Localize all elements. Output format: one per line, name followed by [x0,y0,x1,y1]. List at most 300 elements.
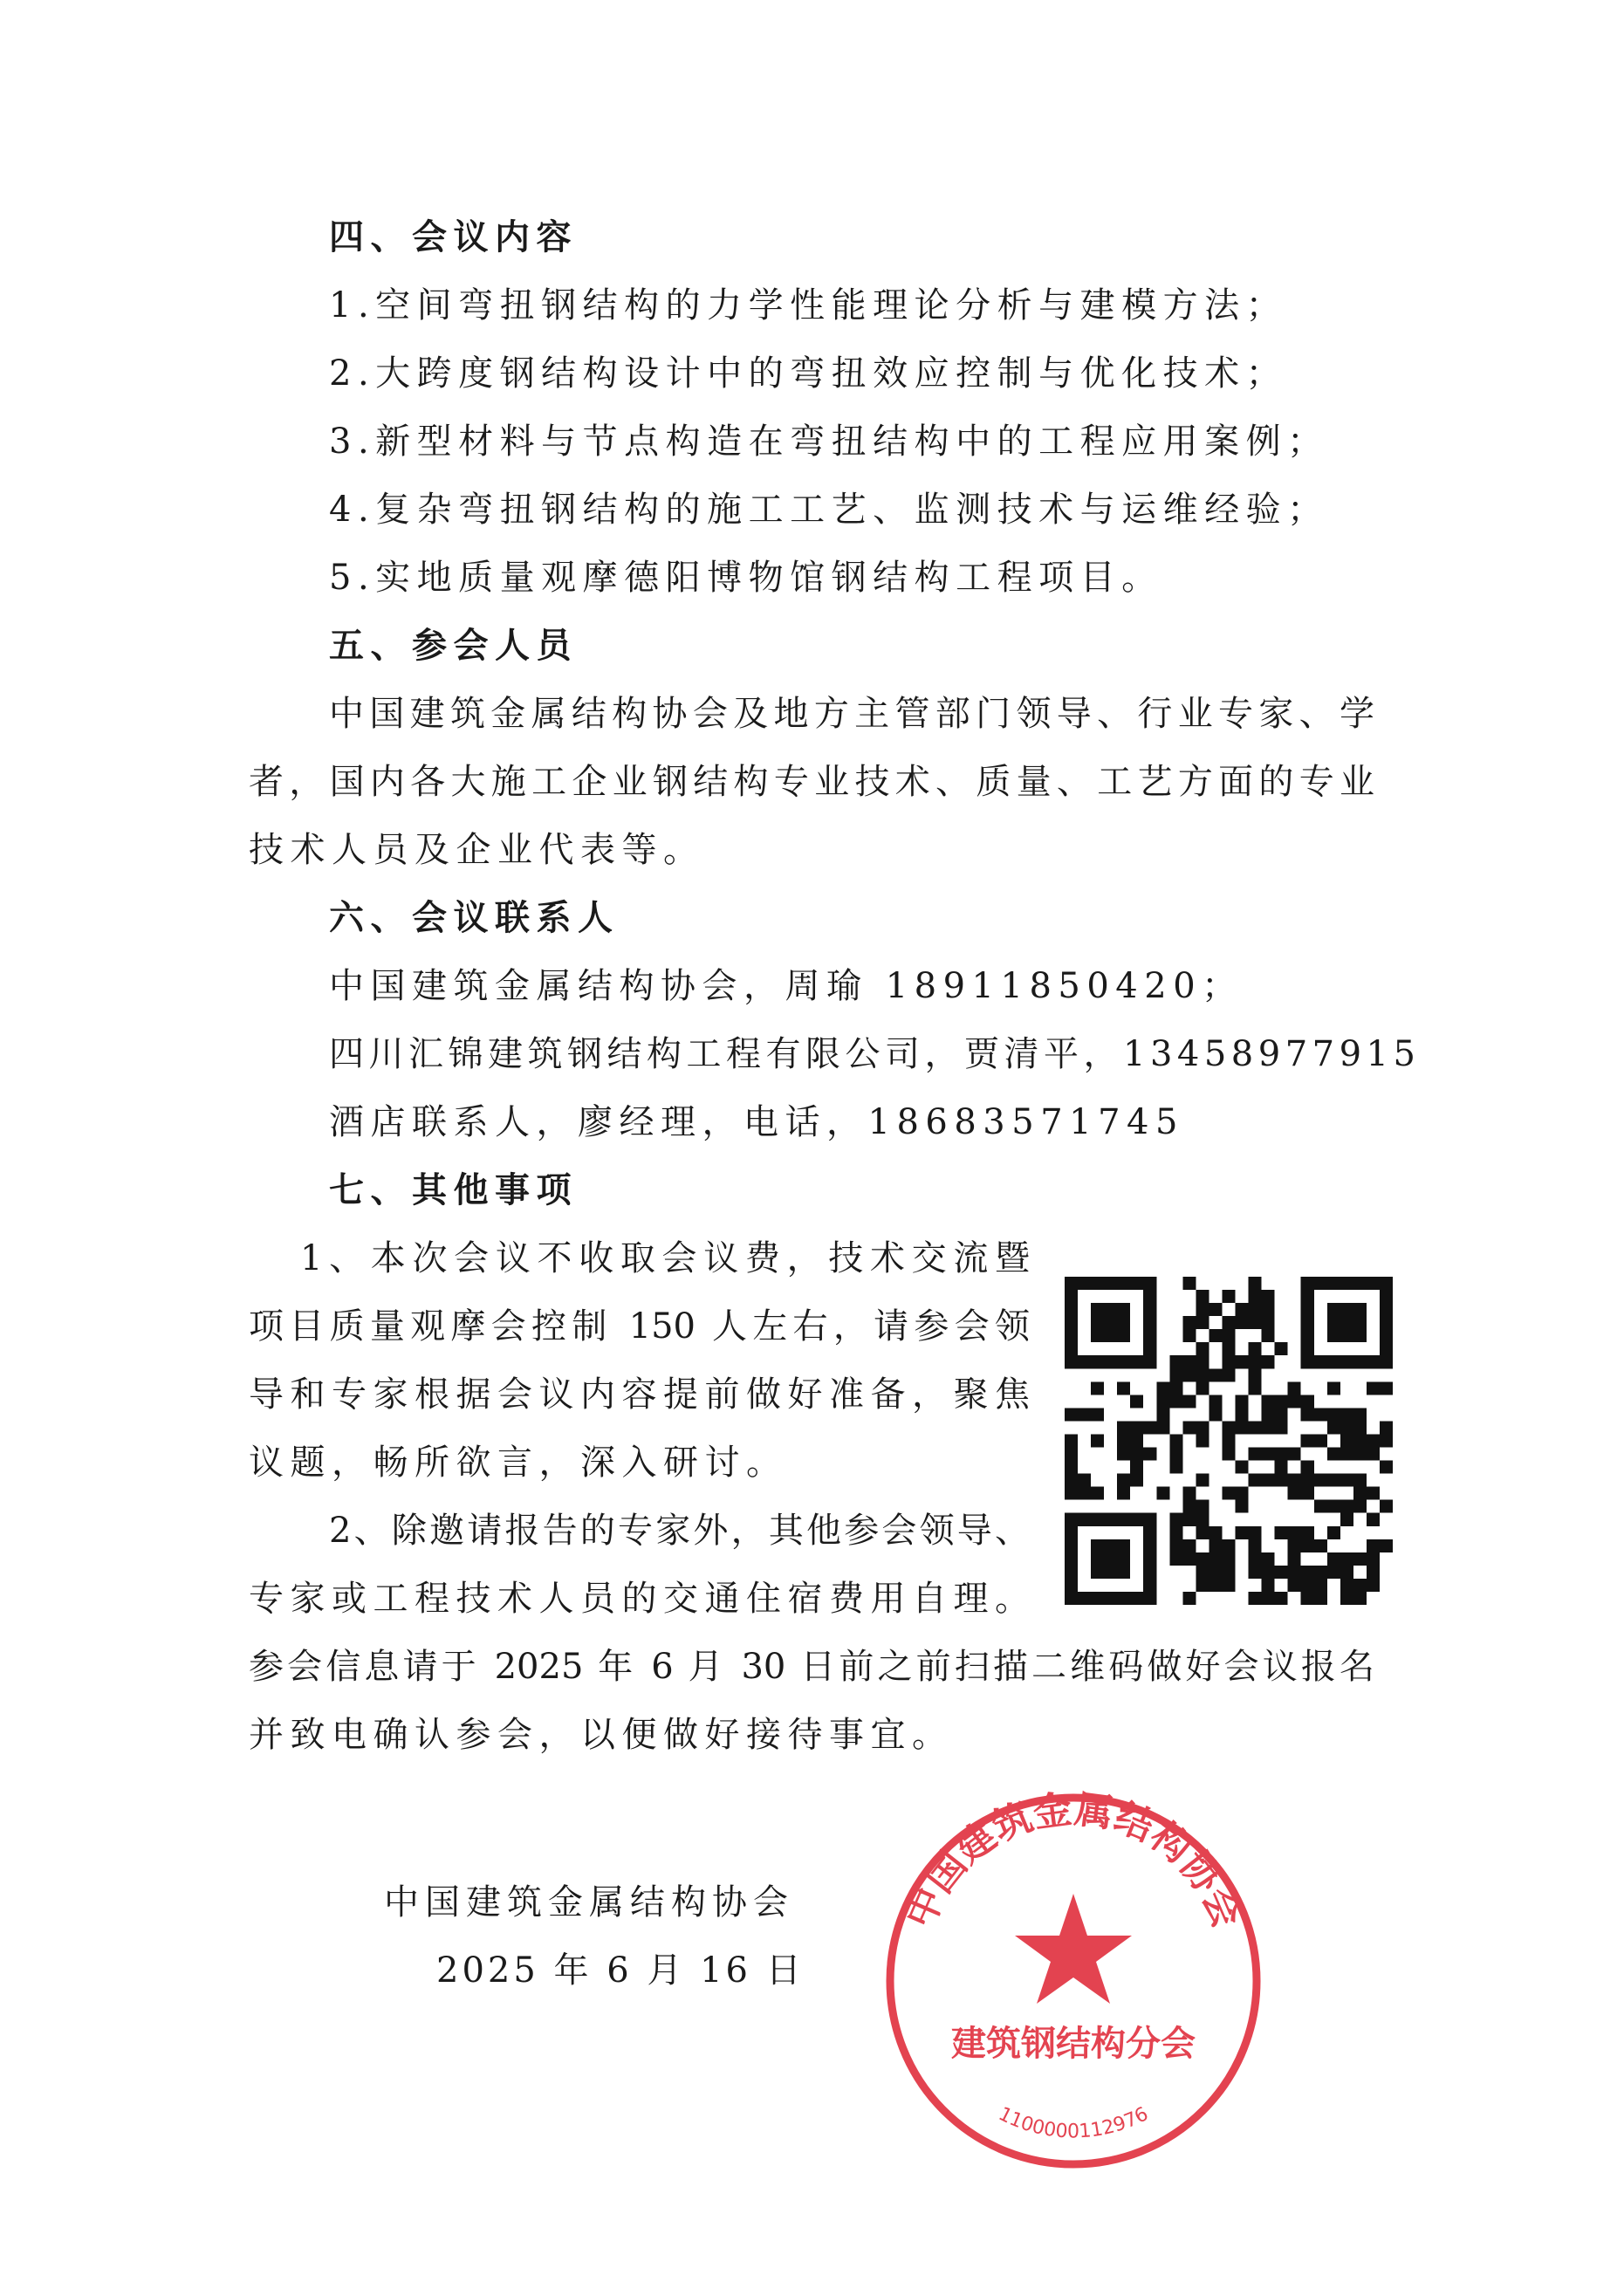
qr-module [1117,1513,1130,1526]
qr-module [1327,1329,1340,1342]
qr-module [1288,1539,1301,1552]
qr-module [1182,1539,1196,1552]
qr-module [1262,1552,1275,1566]
content-item: 3.新型材料与节点构造在弯扭结构中的工程应用案例； [329,422,1329,462]
qr-module [1236,1303,1249,1316]
qr-module [1209,1579,1222,1592]
qr-module [1288,1566,1301,1579]
stamp-bottom-text: 建筑钢结构分会 [951,2024,1196,2064]
qr-module [1353,1316,1367,1329]
qr-module [1301,1579,1314,1592]
qr-module [1091,1566,1104,1579]
qr-module [1078,1355,1091,1368]
qr-module [1288,1487,1301,1500]
qr-module [1169,1461,1182,1474]
qr-module [1117,1303,1130,1316]
qr-module [1156,1395,1169,1408]
qr-module [1143,1355,1156,1368]
qr-module [1327,1277,1340,1290]
qr-module [1182,1368,1196,1381]
qr-module [1117,1487,1130,1500]
qr-module [1249,1316,1262,1329]
qr-module [1182,1513,1196,1526]
qr-module [1130,1461,1143,1474]
qr-module [1353,1277,1367,1290]
qr-module [1078,1487,1091,1500]
qr-module [1301,1566,1314,1579]
qr-module [1209,1329,1222,1342]
qr-module [1222,1448,1235,1461]
qr-module [1143,1342,1156,1355]
qr-module [1222,1290,1235,1303]
qr-module [1367,1448,1380,1461]
qr-module [1143,1303,1156,1316]
section-heading-content: 四、会议内容 [329,216,578,257]
qr-module [1222,1539,1235,1552]
qr-module [1327,1421,1340,1434]
qr-module [1353,1487,1367,1500]
qr-module [1367,1513,1380,1526]
qr-module [1327,1552,1340,1566]
qr-module [1249,1303,1262,1316]
qr-module [1117,1474,1130,1487]
qr-module [1143,1448,1156,1461]
contact-line: 中国建筑金属结构协会，周瑜 18911850420； [329,966,1244,1006]
qr-module [1065,1355,1078,1368]
paragraph-line: 者，国内各大施工企业钢结构专业技术、质量、工艺方面的专业 [249,762,1374,802]
qr-module [1091,1316,1104,1329]
qr-module [1169,1513,1182,1526]
qr-module [1301,1408,1314,1421]
qr-module [1380,1290,1393,1303]
qr-module [1301,1316,1314,1329]
qr-module [1249,1526,1262,1539]
qr-module [1091,1552,1104,1566]
qr-module [1249,1566,1262,1579]
qr-module [1275,1566,1288,1579]
qr-module [1275,1395,1288,1408]
qr-module [1078,1513,1091,1526]
qr-module [1182,1277,1196,1290]
qr-module [1275,1461,1288,1474]
stamp-serial: 1100000112976 [994,2103,1153,2143]
qr-module [1353,1552,1367,1566]
qr-module [1340,1474,1353,1487]
qr-module [1117,1355,1130,1368]
qr-module [1209,1526,1222,1539]
qr-module [1209,1395,1222,1408]
qr-module [1169,1368,1182,1381]
qr-module [1367,1487,1380,1500]
qr-module [1249,1552,1262,1566]
paragraph-line: 导和专家根据会议内容提前做好准备，聚焦 [249,1374,1030,1415]
qr-module [1249,1368,1262,1381]
qr-module [1262,1290,1275,1303]
qr-module [1065,1329,1078,1342]
qr-module [1314,1408,1327,1421]
content-item: 5.实地质量观摩德阳博物馆钢结构工程项目。 [329,558,1163,598]
qr-module [1367,1579,1380,1592]
qr-module [1249,1381,1262,1395]
qr-module [1222,1355,1235,1368]
qr-module [1236,1526,1249,1539]
qr-module [1340,1329,1353,1342]
qr-module [1196,1368,1209,1381]
qr-module [1209,1303,1222,1316]
qr-module [1340,1421,1353,1434]
qr-module [1340,1500,1353,1513]
qr-module [1117,1421,1130,1434]
qr-module [1196,1303,1209,1316]
qr-module [1182,1552,1196,1566]
qr-module [1104,1513,1117,1526]
qr-module [1196,1290,1209,1303]
qr-module [1367,1566,1380,1579]
qr-module [1236,1316,1249,1329]
qr-module [1117,1448,1130,1461]
qr-module [1169,1539,1182,1552]
qr-module [1380,1434,1393,1447]
qr-module [1117,1329,1130,1342]
qr-module [1262,1408,1275,1421]
qr-module [1091,1408,1104,1421]
qr-module [1091,1592,1104,1605]
qr-module [1367,1381,1380,1395]
qr-module [1143,1513,1156,1526]
qr-module [1091,1487,1104,1500]
qr-module [1353,1421,1367,1434]
qr-module [1301,1592,1314,1605]
qr-module [1143,1329,1156,1342]
qr-module [1196,1500,1209,1513]
qr-module [1222,1487,1235,1500]
qr-module [1117,1277,1130,1290]
paragraph-line: 技术人员及企业代表等。 [249,830,705,870]
qr-module [1380,1421,1393,1434]
qr-module [1353,1448,1367,1461]
content-item: 4.复杂弯扭钢结构的施工工艺、监测技术与运维经验； [329,490,1329,530]
qr-module [1182,1329,1196,1342]
qr-module [1130,1434,1143,1447]
qr-module [1143,1421,1156,1434]
qr-module [1249,1448,1262,1461]
qr-module [1196,1434,1209,1447]
qr-module [1209,1368,1222,1381]
qr-module [1078,1592,1091,1605]
qr-module [1301,1487,1314,1500]
qr-module [1065,1539,1078,1552]
qr-module [1327,1500,1340,1513]
qr-module [1275,1526,1288,1539]
qr-module [1209,1566,1222,1579]
qr-module [1262,1421,1275,1434]
qr-module [1130,1448,1143,1461]
qr-module [1301,1474,1314,1487]
qr-module [1091,1303,1104,1316]
qr-module [1367,1539,1380,1552]
qr-module [1065,1277,1078,1290]
qr-module [1262,1395,1275,1408]
qr-module [1380,1500,1393,1513]
qr-module [1367,1434,1380,1447]
qr-module [1143,1592,1156,1605]
qr-module [1340,1579,1353,1592]
qr-module [1236,1408,1249,1421]
qr-module [1182,1487,1196,1500]
qr-module [1262,1566,1275,1579]
qr-module [1301,1303,1314,1316]
qr-module [1314,1500,1327,1513]
qr-module [1209,1552,1222,1566]
paragraph-line: 并致电确认参会，以便做好接待事宜。 [249,1715,954,1755]
qr-module [1249,1342,1262,1355]
qr-module [1327,1355,1340,1368]
qr-module [1340,1277,1353,1290]
qr-module [1275,1448,1288,1461]
qr-module [1262,1329,1275,1342]
qr-module [1065,1461,1078,1474]
qr-module [1091,1539,1104,1552]
qr-module [1065,1303,1078,1316]
qr-module [1182,1592,1196,1605]
qr-module [1196,1381,1209,1395]
qr-module [1275,1592,1288,1605]
qr-module [1380,1539,1393,1552]
qr-module [1143,1579,1156,1592]
qr-module [1143,1277,1156,1290]
qr-module [1367,1355,1380,1368]
qr-module [1262,1579,1275,1592]
qr-module [1156,1408,1169,1421]
qr-module [1104,1303,1117,1316]
qr-module [1117,1381,1130,1395]
qr-module [1143,1316,1156,1329]
qr-module [1117,1592,1130,1605]
qr-module [1222,1552,1235,1566]
qr-module [1196,1566,1209,1579]
qr-module [1301,1329,1314,1342]
qr-module [1130,1355,1143,1368]
qr-module [1130,1513,1143,1526]
qr-module [1091,1355,1104,1368]
paragraph-line: 2、除邀请报告的专家外，其他参会领导、 [329,1511,1030,1551]
qr-module [1169,1448,1182,1461]
paragraph-line: 1、本次会议不收取会议费，技术交流暨 [300,1238,1030,1278]
qr-module [1182,1500,1196,1513]
qr-module [1143,1552,1156,1566]
qr-module [1130,1592,1143,1605]
qr-module [1327,1474,1340,1487]
qr-module [1196,1355,1209,1368]
signature-date: 2025 年 6 月 16 日 [436,1950,805,1991]
qr-module [1236,1487,1249,1500]
qr-module [1380,1342,1393,1355]
qr-module [1262,1303,1275,1316]
qr-module [1301,1434,1314,1447]
qr-module [1222,1566,1235,1579]
qr-module [1091,1381,1104,1395]
qr-module [1262,1474,1275,1487]
qr-module [1104,1539,1117,1552]
qr-module [1301,1539,1314,1552]
official-seal-stamp [881,1789,1265,2173]
qr-module [1222,1342,1235,1355]
qr-module [1104,1566,1117,1579]
qr-module [1327,1316,1340,1329]
qr-module [1380,1329,1393,1342]
qr-module [1130,1474,1143,1487]
paragraph-line: 专家或工程技术人员的交通住宿费用自理。 [249,1579,1037,1619]
qr-module [1353,1500,1367,1513]
qr-module [1340,1355,1353,1368]
qr-module [1078,1277,1091,1290]
qr-module [1288,1448,1301,1461]
qr-module [1091,1513,1104,1526]
qr-module [1065,1513,1078,1526]
qr-module [1196,1526,1209,1539]
qr-module [1367,1552,1380,1566]
qr-module [1275,1342,1288,1355]
qr-module [1182,1421,1196,1434]
qr-module [1169,1355,1182,1368]
qr-module [1104,1277,1117,1290]
qr-module [1196,1552,1209,1566]
qr-module [1340,1592,1353,1605]
qr-module [1182,1355,1196,1368]
qr-module [1065,1474,1078,1487]
qr-module [1380,1381,1393,1395]
qr-module [1209,1539,1222,1552]
qr-module [1249,1277,1262,1290]
section-heading-contacts: 六、会议联系人 [329,897,620,938]
qr-module [1314,1566,1327,1579]
qr-module [1327,1526,1340,1539]
qr-module [1065,1566,1078,1579]
qr-code-icon[interactable] [1063,1277,1394,1605]
qr-module [1353,1579,1367,1592]
qr-module [1169,1526,1182,1539]
qr-module [1182,1395,1196,1408]
qr-module [1340,1448,1353,1461]
qr-module [1249,1474,1262,1487]
qr-module [1196,1421,1209,1434]
qr-module [1249,1290,1262,1303]
qr-module [1156,1381,1169,1395]
contact-line: 酒店联系人，廖经理，电话，18683571745 [329,1102,1184,1142]
qr-module [1065,1408,1078,1421]
qr-module [1104,1316,1117,1329]
qr-module [1130,1421,1143,1434]
qr-module [1196,1579,1209,1592]
qr-module [1196,1342,1209,1355]
section-heading-attendees: 五、参会人员 [329,625,578,666]
qr-module [1249,1421,1262,1434]
qr-module [1314,1579,1327,1592]
qr-module [1314,1592,1327,1605]
qr-module [1196,1474,1209,1487]
qr-module [1143,1566,1156,1579]
qr-module [1222,1329,1235,1342]
qr-module [1156,1421,1169,1434]
qr-module [1275,1474,1288,1487]
qr-module [1301,1461,1314,1474]
qr-module [1327,1303,1340,1316]
qr-module [1236,1395,1249,1408]
qr-module [1327,1408,1340,1421]
qr-module [1222,1434,1235,1447]
content-item: 1.空间弯扭钢结构的力学性能理论分析与建模方法； [329,285,1288,326]
qr-module [1182,1316,1196,1329]
qr-module [1353,1355,1367,1368]
qr-module [1130,1277,1143,1290]
paragraph-line: 参会信息请于 2025 年 6 月 30 日前之前扫描二维码做好会议报名 [249,1647,1374,1687]
qr-module [1222,1421,1235,1434]
qr-module [1143,1290,1156,1303]
qr-module [1340,1552,1353,1566]
qr-module [1314,1277,1327,1290]
paragraph-line: 议题，畅所欲言，深入研讨。 [249,1443,788,1483]
qr-module [1249,1592,1262,1605]
qr-module [1327,1448,1340,1461]
qr-module [1104,1552,1117,1566]
qr-module [1091,1329,1104,1342]
qr-module [1288,1474,1301,1487]
qr-module [1222,1316,1235,1329]
qr-module [1340,1513,1353,1526]
qr-module [1236,1355,1249,1368]
qr-module [1314,1434,1327,1447]
qr-module [1104,1329,1117,1342]
qr-module [1340,1303,1353,1316]
qr-module [1249,1539,1262,1552]
qr-module [1065,1552,1078,1566]
qr-module [1314,1355,1327,1368]
qr-module [1288,1579,1301,1592]
qr-module [1262,1355,1275,1368]
qr-module [1301,1526,1314,1539]
qr-module [1065,1487,1078,1500]
qr-module [1262,1592,1275,1605]
qr-module [1301,1355,1314,1368]
qr-module [1340,1408,1353,1421]
qr-module [1117,1316,1130,1329]
qr-module [1327,1566,1340,1579]
stamp-top-text: 中国建筑金属结构协会 [897,1789,1250,1935]
qr-module [1236,1421,1249,1434]
qr-module [1065,1592,1078,1605]
qr-module [1078,1408,1091,1421]
qr-module [1353,1329,1367,1342]
qr-module [1117,1552,1130,1566]
qr-module [1314,1474,1327,1487]
qr-module [1327,1381,1340,1395]
qr-module [1065,1448,1078,1461]
qr-module [1314,1539,1327,1552]
qr-module [1143,1526,1156,1539]
section-heading-other: 七、其他事项 [329,1169,578,1210]
qr-module [1340,1434,1353,1447]
qr-module [1353,1434,1367,1447]
qr-module [1380,1277,1393,1290]
svg-text:1100000112976 [995,2103,1152,2142]
qr-module [1117,1434,1130,1447]
qr-module [1169,1381,1182,1395]
qr-module [1143,1539,1156,1552]
qr-module [1169,1395,1182,1408]
qr-module [1380,1355,1393,1368]
qr-module [1380,1461,1393,1474]
qr-module [1367,1277,1380,1290]
